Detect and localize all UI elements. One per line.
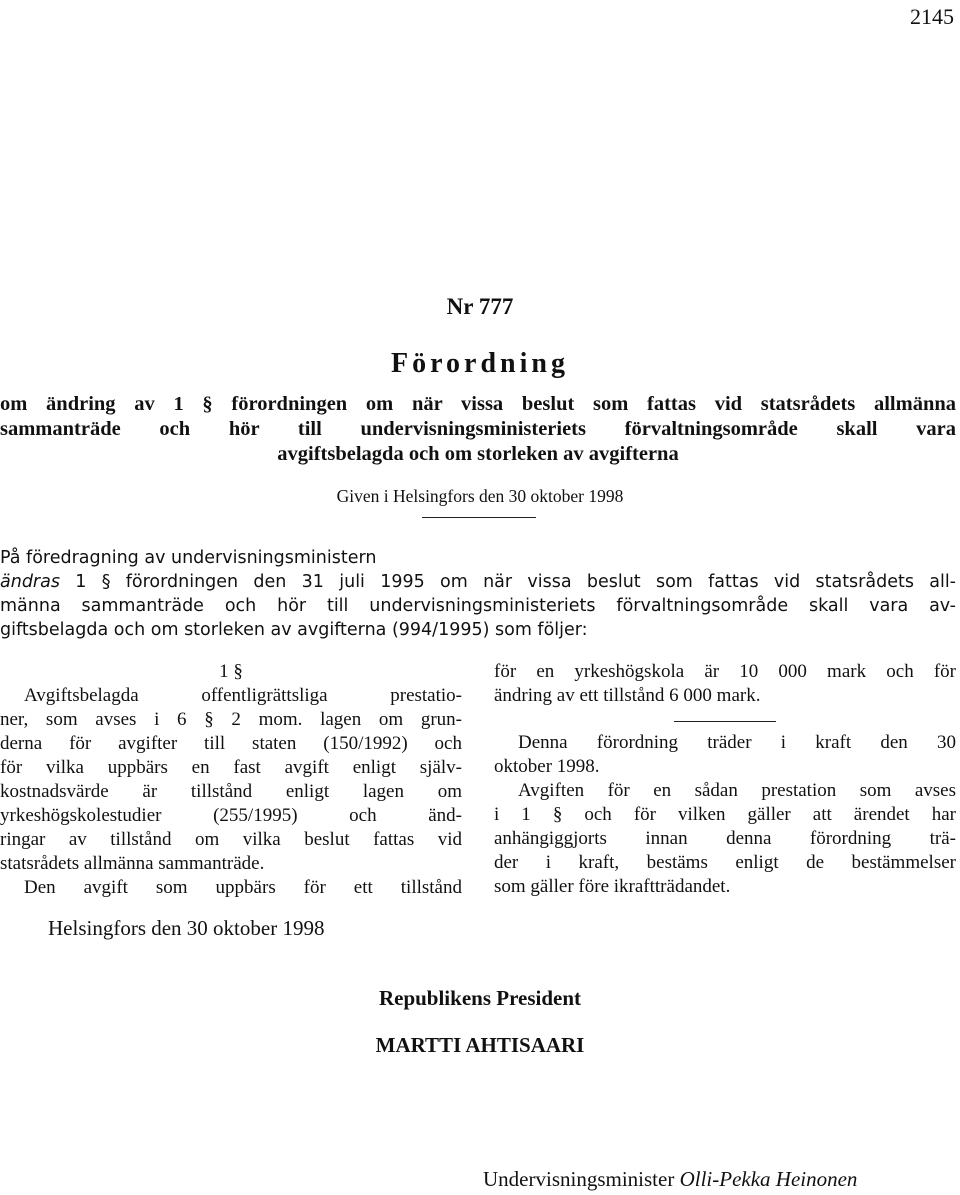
section-text-line: ner, som avses i 6 § 2 mom. lagen om grun- [0, 709, 462, 730]
minister-name: Olli-Pekka Heinonen [679, 1167, 858, 1191]
preamble-line: giftsbelagda och om storleken av avgifterna (994/1995) som följer: [0, 620, 588, 640]
transition-line: som gäller före ikraftträdandet. [494, 876, 731, 897]
preamble [0, 546, 956, 642]
section-text-line: för en yrkeshögskola är 10 000 mark och för [494, 661, 956, 682]
section-text-line: Avgiften för en sådan prestation som avses [518, 780, 956, 801]
section-text [0, 684, 462, 852]
section-text-line: Den avgift som uppbärs för ett tillstånd [24, 877, 462, 898]
preamble-text: 1 § förordningen den 31 juli 1995 om när vissa beslut som fattas vid statsrådets all- [59, 572, 956, 592]
minister-title: Undervisningsminister [483, 1167, 675, 1191]
president-title: Republikens President [378, 986, 582, 1010]
section-text-line: ringar av tillstånd om vilka beslut fattas vid [0, 829, 462, 850]
page-number: 2145 [910, 4, 954, 29]
president-name: MARTTI AHTISAARI [375, 1033, 585, 1057]
right-column [494, 660, 956, 899]
section-text-line: Avgiftsbelagda offentligrättsliga prestatio- [24, 685, 462, 706]
transition-text [494, 779, 956, 875]
preamble-line: männa sammanträde och hör till undervisningsministeriets förvaltningsområde skall vara av- [0, 596, 956, 616]
section-text-line: för vilka uppbärs en fast avgift enligt själv- [0, 757, 462, 778]
preamble-line: På föredragning av undervisningsministern [0, 548, 377, 568]
minister-signature [483, 1167, 857, 1192]
document-heading: Förordning [391, 348, 569, 379]
section-text-line: kostnadsvärde är tillstånd enligt lagen om [0, 781, 462, 802]
preamble-line [0, 570, 956, 594]
left-column [0, 660, 462, 900]
place-date: Helsingfors den 30 oktober 1998 [48, 916, 325, 940]
given-date-line: Given i Helsingfors den 30 oktober 1998 [336, 486, 624, 506]
effective-date-line: oktober 1998. [494, 756, 600, 777]
section-text-line: i 1 § och för vilken gäller att ärendet har [494, 804, 956, 825]
statute-number: Nr 777 [446, 294, 514, 319]
subtitle-line: sammanträde och hör till undervisningsministeriets förvaltningsområde skall vara [0, 418, 956, 440]
section-text-line: anhängiggjorts innan denna förordning trä- [494, 828, 956, 849]
section-heading: 1 § [219, 661, 243, 682]
divider [674, 721, 776, 722]
section-text-line: der i kraft, bestäms enligt de bestämmelser [494, 852, 956, 873]
divider [422, 517, 536, 518]
section-text-line: ändring av ett tillstånd 6 000 mark. [494, 685, 761, 706]
section-text-line: statsrådets allmänna sammanträde. [0, 853, 265, 874]
section-text-line: derna för avgifter till staten (150/1992) och [0, 733, 462, 754]
amend-keyword: ändras [0, 572, 60, 592]
subtitle-line: avgiftsbelagda och om storleken av avgifterna [277, 443, 679, 465]
section-text-line: yrkeshögskolestudier (255/1995) och änd- [0, 805, 462, 826]
subtitle-line: om ändring av 1 § förordningen om när vissa beslut som fattas vid statsrådets allmänna [0, 393, 956, 415]
document-subtitle [0, 392, 956, 467]
effective-date-line: Denna förordning träder i kraft den 30 [518, 732, 956, 753]
